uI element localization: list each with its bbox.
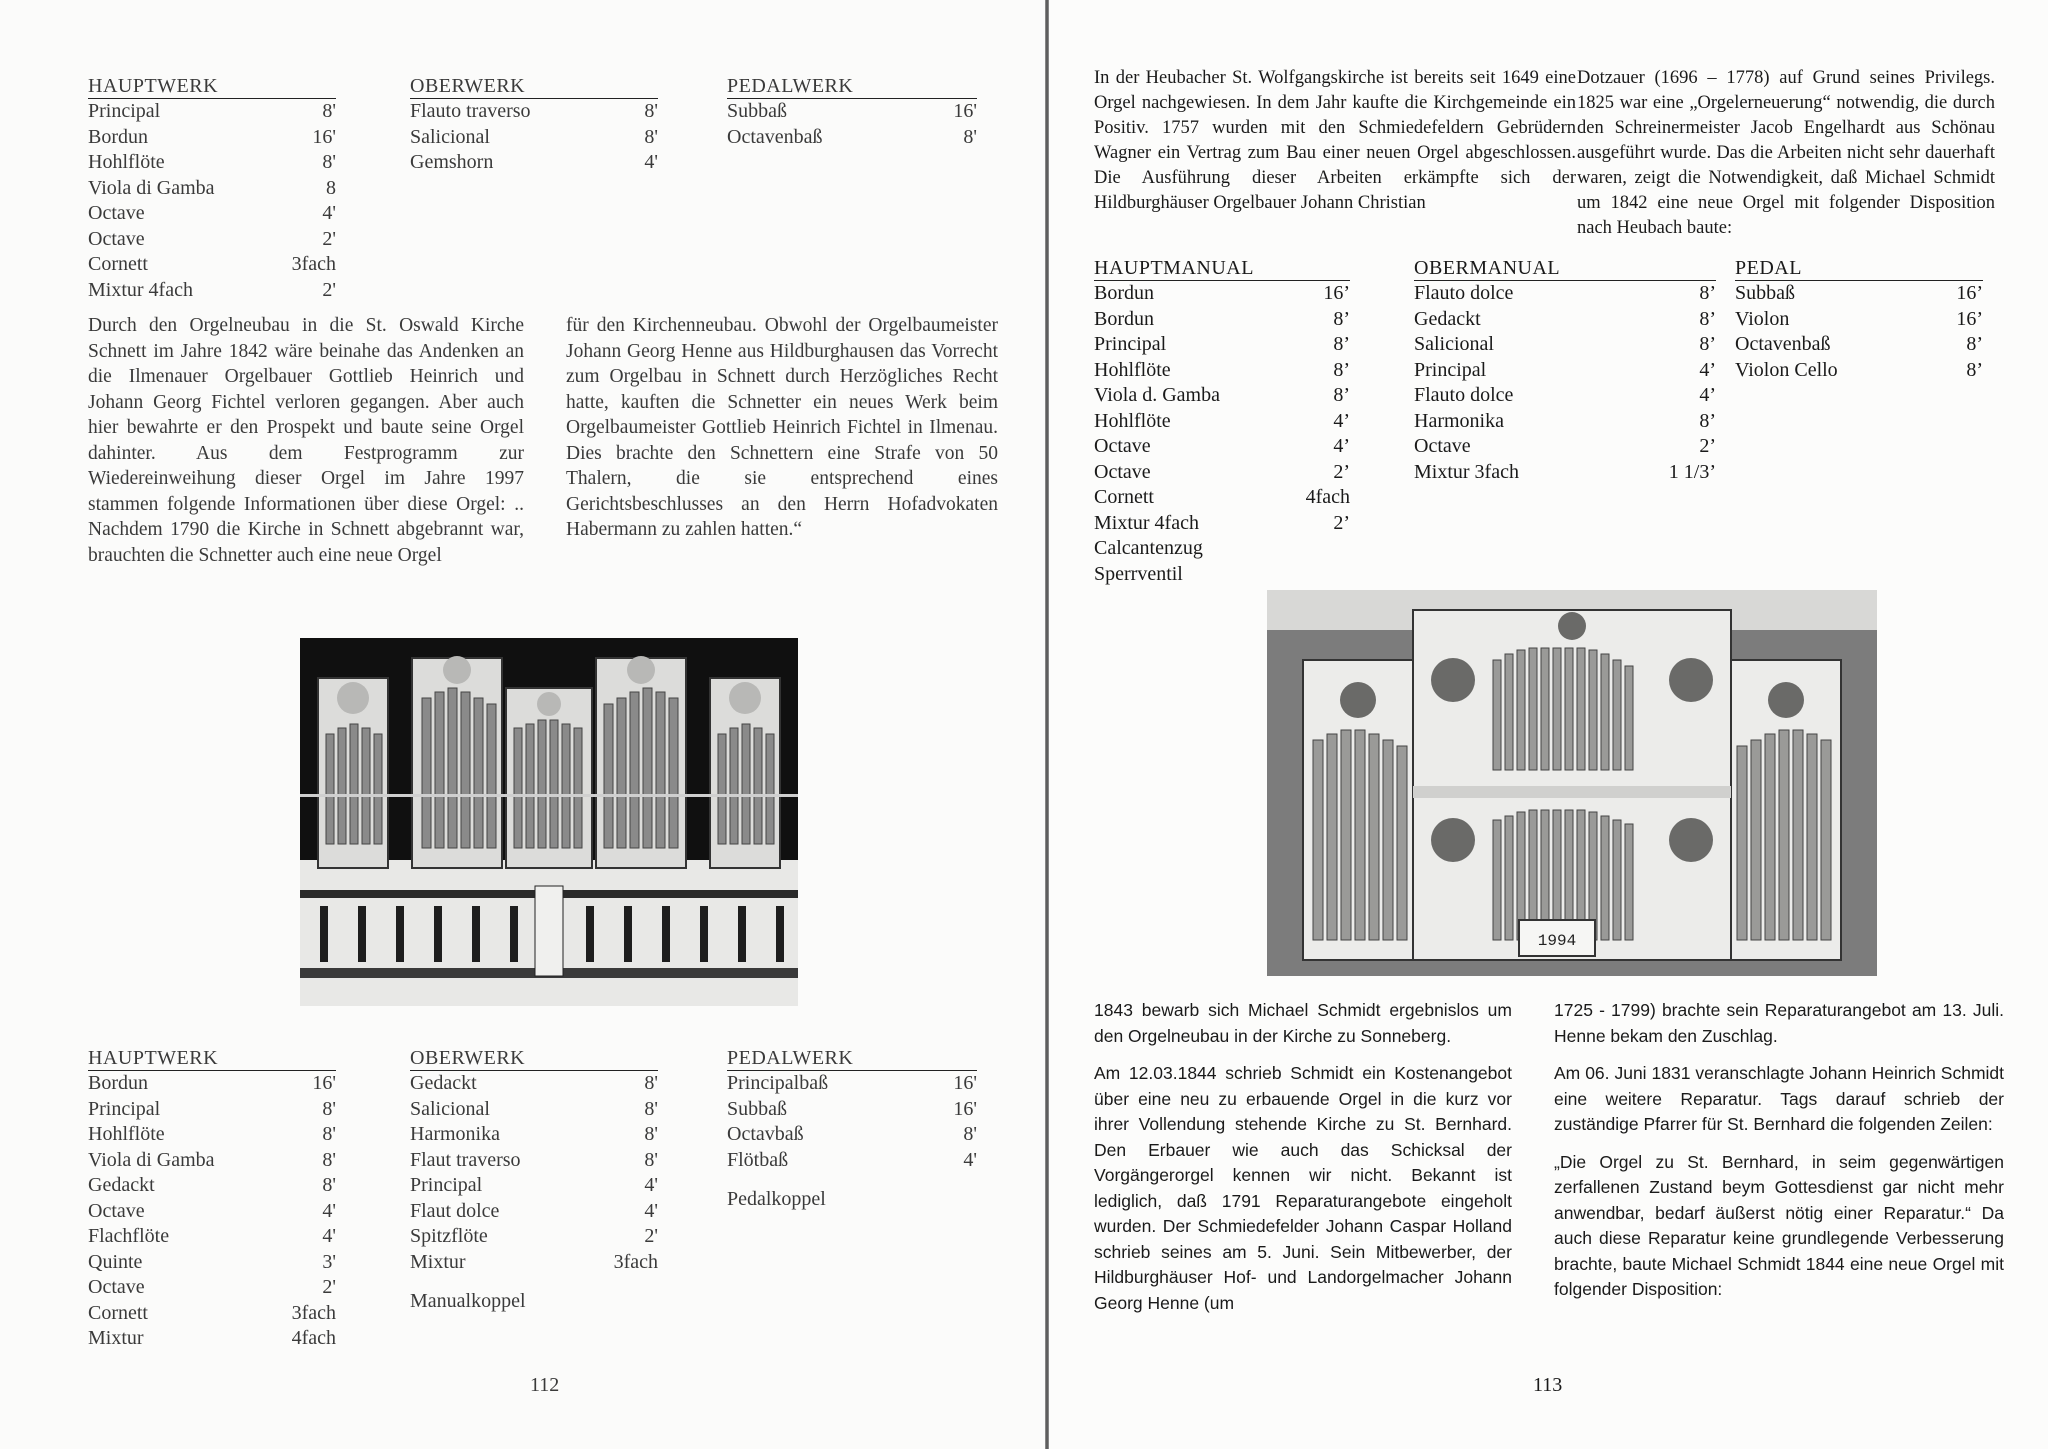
stop-pitch: 8' xyxy=(644,125,658,148)
stop-row xyxy=(1094,562,1350,588)
table-heading: OBERWERK xyxy=(410,1046,658,1071)
stop-name: Calcantenzug xyxy=(1094,537,1203,559)
stop-row xyxy=(410,1148,658,1174)
stop-row xyxy=(1094,460,1350,486)
stop-row xyxy=(88,227,336,253)
stop-name: Hohlflöte xyxy=(1094,409,1171,432)
text-column-2: für den Kirchenneubau. Obwohl der Orgelbaumeister Johann Georg Henne aus Hildburghausen das Vorrecht zum Orgelbau in Schnett durch Herzögliches Recht hatte, kauften die Schnetter ein neues Werk beim Orgelbaumeister Gottlieb Heinrich Fichtel in Ilmenau. Dies brachte den Schnettern eine Strafe von 50 Thalern, die sie entsprechend eines Gerichtsbeschlusses an den Herrn Hofadvokaten Habermann zu zahlen hatten.“ xyxy=(566,315,998,540)
stop-name: Octave xyxy=(88,1199,145,1222)
stop-name: Hohlflöte xyxy=(88,151,165,173)
stop-pitch: 8' xyxy=(322,1148,336,1171)
table1-hauptwerk xyxy=(88,74,336,303)
stop-name: Hohlflöte xyxy=(1094,358,1171,381)
stop-pitch: 2’ xyxy=(1333,460,1350,483)
stop-name: Mixtur 3fach xyxy=(1414,460,1519,483)
table-heading: PEDALWERK xyxy=(727,74,977,99)
table2-pedalwerk xyxy=(727,1046,977,1213)
stop-pitch: 2' xyxy=(322,278,336,301)
stop-name: Principal xyxy=(88,100,161,122)
stop-row xyxy=(88,201,336,227)
bottom-column-2: 1725 - 1799) brachte sein Reparaturangebot am 13. Juli. Henne bekam den Zuschlag. Am 06. Juni 1831 veranschlagte Johann Heinrich Schmidt eine weitere Reparatur. Tags darauf schrieb der zuständige Pfarrer für St. Bernhard die folgenden Zeilen: „Die Orgel zu St. Bernhard, in seim gegenwärtigen zerfallenen Zustand beym Gottesdienst gar nicht mehr anwendbar, bedarf äußerst nötig einer Reparatur.“ Da auch diese Reparatur keine grundlegende Verbesserung brachte, baute Michael Schmidt 1844 eine neue Orgel mit folgender Disposition: xyxy=(1554,1000,2004,1299)
stop-name: Subbaß xyxy=(1735,282,1795,304)
stop-pitch: 2’ xyxy=(1699,435,1716,457)
stop-row xyxy=(88,278,336,304)
stop-name: Flaut dolce xyxy=(410,1199,500,1222)
stop-pitch: 16’ xyxy=(1323,282,1350,304)
stop-name: Gemshorn xyxy=(410,151,494,173)
stop-name: Mixtur xyxy=(88,1327,144,1349)
page-number: 113 xyxy=(1533,1374,1563,1396)
stop-row xyxy=(1094,511,1350,537)
stop-name: Octavbaß xyxy=(727,1123,804,1145)
stop-row xyxy=(1735,358,1983,384)
stop-row xyxy=(1094,434,1350,460)
stop-row xyxy=(1094,485,1350,511)
stop-name: Salicional xyxy=(1414,333,1494,355)
stop-pitch: 8' xyxy=(644,100,658,122)
organ-photo-schnett xyxy=(300,638,798,1006)
table-heading: HAUPTWERK xyxy=(88,1046,336,1071)
stop-row xyxy=(1735,332,1983,358)
stop-row xyxy=(1414,460,1716,486)
stop-row xyxy=(1414,332,1716,358)
stop-name: Gedackt xyxy=(88,1174,155,1196)
stop-name: Octavenbaß xyxy=(727,125,823,148)
stop-pitch: 8' xyxy=(644,1097,658,1120)
stop-pitch: 8’ xyxy=(1333,358,1350,381)
stop-pitch: 4’ xyxy=(1333,409,1350,432)
stop-name: Cornett xyxy=(1094,486,1154,508)
stop-row xyxy=(88,1250,336,1276)
table2-hauptwerk xyxy=(88,1046,336,1352)
stop-name: Octave xyxy=(88,1276,145,1298)
organ-photo-heubach xyxy=(1267,590,1877,976)
stop-row xyxy=(88,1275,336,1301)
stop-name: Cornett xyxy=(88,1301,148,1324)
stop-row xyxy=(727,99,977,125)
stop-pitch: 16' xyxy=(953,1072,977,1094)
stop-pitch: 8' xyxy=(322,1174,336,1196)
stop-name: Octave xyxy=(88,202,145,224)
stop-pitch: 4fach xyxy=(291,1327,336,1349)
stop-name: Mixtur 4fach xyxy=(88,278,193,301)
stop-row xyxy=(1414,434,1716,460)
stop-row xyxy=(410,1097,658,1123)
page-number: 112 xyxy=(530,1374,560,1396)
stop-row xyxy=(1735,307,1983,333)
table-heading: HAUPTWERK xyxy=(88,74,336,99)
stop-pitch: 8' xyxy=(644,1123,658,1145)
stop-name: Harmonika xyxy=(1414,409,1504,432)
table1-pedalwerk xyxy=(727,74,977,150)
stop-pitch: 4' xyxy=(322,202,336,224)
stop-row xyxy=(1094,332,1350,358)
stop-name: Violon Cello xyxy=(1735,358,1838,381)
stop-name: Viola di Gamba xyxy=(88,176,215,199)
stop-row xyxy=(410,1173,658,1199)
stop-row xyxy=(88,1148,336,1174)
stop-pitch: 2' xyxy=(322,1276,336,1298)
stop-name: Bordun xyxy=(88,125,148,148)
stop-name: Octave xyxy=(1094,460,1151,483)
stop-name: Viola d. Gamba xyxy=(1094,384,1220,406)
stop-pitch: 3' xyxy=(322,1250,336,1273)
stop-row xyxy=(88,252,336,278)
stop-row xyxy=(88,1173,336,1199)
stop-pitch: 3fach xyxy=(291,253,336,275)
stop-pitch: 4' xyxy=(963,1148,977,1171)
stop-pitch: 8’ xyxy=(1966,333,1983,355)
stop-pitch: 8' xyxy=(322,100,336,122)
right-page xyxy=(1049,0,2048,1449)
stop-name: Mixtur xyxy=(410,1250,466,1273)
stop-pitch: 8' xyxy=(322,151,336,173)
organ-year-plaque: 1994 xyxy=(1537,932,1577,950)
stop-row xyxy=(727,125,977,151)
stop-name: Bordun xyxy=(1094,307,1154,330)
table-heading: PEDALWERK xyxy=(727,1046,977,1071)
stop-row xyxy=(1414,358,1716,384)
stop-name: Flauto dolce xyxy=(1414,282,1514,304)
stop-pitch: 16' xyxy=(953,100,977,122)
stop-name: Gedackt xyxy=(410,1072,477,1094)
coupler-label: Manualkoppel xyxy=(410,1290,526,1312)
stop-pitch: 4’ xyxy=(1699,384,1716,406)
stop-pitch: 16’ xyxy=(1956,282,1983,304)
stop-pitch: 8' xyxy=(963,1123,977,1145)
stop-pitch: 8' xyxy=(963,125,977,148)
stop-pitch: 8’ xyxy=(1699,333,1716,355)
stop-pitch: 4' xyxy=(322,1199,336,1222)
stop-name: Subbaß xyxy=(727,1097,787,1120)
stop-row xyxy=(410,1250,658,1276)
bottom-column-1: 1843 bewarb sich Michael Schmidt ergebnislos um den Orgelneubau in der Kirche zu Sonneberg. Am 12.03.1844 schrieb Schmidt ein Kostenangebot über eine neu zu erbauende Orgel in die kurz vor ihrer Vollendung stehende Kirche zu St. Bernhard. Den Erbauer wie auch das Schicksal der Vorgängerorgel kennen wir nicht. Bekannt ist lediglich, daß 1791 Reparaturangebote eingeholt wurden. Der Schmiedefelder Johann Caspar Holland schrieb seines am 5. Juni. Sein Mitbewerber, der Hildburghäuser Hof- und Landorgelmacher Johann Georg Henne (um xyxy=(1094,1000,1512,1313)
stop-name: Violon xyxy=(1735,307,1790,330)
stop-name: Octave xyxy=(1094,435,1151,457)
stop-row xyxy=(88,1326,336,1352)
coupler-label: Pedalkoppel xyxy=(727,1188,826,1210)
stop-name: Mixtur 4fach xyxy=(1094,511,1199,534)
stop-pitch: 8’ xyxy=(1699,409,1716,432)
stop-name: Principal xyxy=(410,1174,483,1196)
stop-row xyxy=(88,1097,336,1123)
table-hauptmanual xyxy=(1094,256,1350,587)
intro-column-2: Dotzauer (1696 – 1778) auf Grund seines Privilegs. 1825 war eine „Orgelerneuerung“ notwendig, die durch den Schreinermeister Jacob Engelhardt aus Schönau ausgeführt wurde. Das die Arbeiten nicht sehr dauerhaft waren, zeigt die Notwendigkeit, daß Michael Schmidt um 1842 eine neue Orgel mit folgender Disposition nach Heubach baute: xyxy=(1577,68,1995,238)
table-obermanual xyxy=(1414,256,1716,485)
stop-row xyxy=(1094,281,1350,307)
table2-oberwerk xyxy=(410,1046,658,1315)
stop-pitch: 4' xyxy=(644,1174,658,1196)
stop-pitch: 3fach xyxy=(291,1301,336,1324)
stop-pitch: 2' xyxy=(644,1225,658,1247)
stop-row xyxy=(727,1122,977,1148)
stop-row xyxy=(727,1148,977,1174)
stop-row xyxy=(88,1071,336,1097)
stop-name: Gedackt xyxy=(1414,307,1481,330)
stop-name: Principal xyxy=(1414,358,1487,381)
stop-name: Hohlflöte xyxy=(88,1123,165,1145)
stop-row xyxy=(1094,307,1350,333)
stop-name: Quinte xyxy=(88,1250,143,1273)
text-column-1: Durch den Orgelneubau in die St. Oswald Kirche Schnett im Jahre 1842 wäre beinahe das Andenken an die Ilmenauer Orgelbauer Gottlieb Heinrich und Johann Georg Fichtel verloren gegangen. Aber auch hier bewahrte er den Prospekt und baute seine Orgel dahinter. Aus dem Festprogramm zur Wiedereinweihung dieser Orgel im Jahre 1997 stammen folgende Informationen über diese Orgel: .. Nachdem 1790 die Kirche in Schnett abgebrannt war, brauchten die Schnetter auch eine neue Orgel xyxy=(88,315,524,566)
stop-name: Viola di Gamba xyxy=(88,1148,215,1171)
stop-name: Sperrventil xyxy=(1094,562,1183,585)
stop-pitch: 8’ xyxy=(1333,307,1350,330)
stop-pitch: 3fach xyxy=(613,1250,658,1273)
stop-row xyxy=(727,1097,977,1123)
table-heading: OBERWERK xyxy=(410,74,658,99)
stop-name: Flötbaß xyxy=(727,1148,789,1171)
table1-oberwerk xyxy=(410,74,658,176)
stop-pitch: 16' xyxy=(312,125,336,148)
stop-pitch: 2’ xyxy=(1333,511,1350,534)
stop-row xyxy=(88,176,336,202)
stop-name: Spitzflöte xyxy=(410,1225,488,1247)
stop-row xyxy=(410,150,658,176)
stop-row xyxy=(410,1071,658,1097)
stop-name: Salicional xyxy=(410,125,490,148)
stop-pitch: 8’ xyxy=(1966,358,1983,381)
stop-row xyxy=(88,1122,336,1148)
stop-pitch: 8’ xyxy=(1699,307,1716,330)
stop-row xyxy=(410,99,658,125)
stop-name: Flauto traverso xyxy=(410,100,531,122)
stop-name: Bordun xyxy=(1094,282,1154,304)
stop-pitch: 8’ xyxy=(1699,282,1716,304)
stop-row xyxy=(1414,281,1716,307)
stop-row xyxy=(410,1224,658,1250)
stop-row xyxy=(1094,358,1350,384)
stop-pitch: 2' xyxy=(322,227,336,250)
stop-row xyxy=(1094,536,1350,562)
stop-pitch: 8' xyxy=(644,1148,658,1171)
stop-name: Flachflöte xyxy=(88,1225,170,1247)
stop-row xyxy=(410,1122,658,1148)
stop-name: Cornett xyxy=(88,253,148,275)
table-heading: OBERMANUAL xyxy=(1414,256,1716,281)
stop-pitch: 4’ xyxy=(1333,435,1350,457)
intro-column-1: In der Heubacher St. Wolfgangskirche ist bereits seit 1649 eine Orgel nachgewiesen. In dem Jahr kaufte die Kirchgemeinde ein Positiv. 1757 wurden mit den Schmiedefeldern Gebrüdern Wagner ein Vertrag zum Bau einer neuen Orgel abgeschlossen. Die Ausführung dieser Arbeiten erkämpfte sich der Hildburghäuser Orgelbauer Johann Christian xyxy=(1094,68,1576,213)
stop-name: Flaut traverso xyxy=(410,1148,521,1171)
stop-row xyxy=(88,1301,336,1327)
stop-row xyxy=(1735,281,1983,307)
stop-name: Principal xyxy=(1094,333,1167,355)
stop-pitch: 16’ xyxy=(1956,307,1983,330)
stop-pitch: 1 1/3’ xyxy=(1668,460,1716,483)
stop-pitch: 4' xyxy=(644,151,658,173)
stop-row xyxy=(88,1199,336,1225)
table-heading: HAUPTMANUAL xyxy=(1094,256,1350,281)
stop-name: Principal xyxy=(88,1097,161,1120)
stop-pitch: 4’ xyxy=(1699,358,1716,381)
stop-name: Flauto dolce xyxy=(1414,384,1514,406)
stop-pitch: 8' xyxy=(644,1072,658,1094)
stop-name: Bordun xyxy=(88,1072,148,1094)
stop-pitch: 4' xyxy=(322,1225,336,1247)
stop-name: Octave xyxy=(1414,435,1471,457)
stop-pitch: 8 xyxy=(326,176,336,199)
stop-row xyxy=(88,150,336,176)
stop-name: Salicional xyxy=(410,1097,490,1120)
stop-pitch: 4fach xyxy=(1305,486,1350,508)
stop-row xyxy=(410,1199,658,1225)
stop-pitch: 4' xyxy=(644,1199,658,1222)
stop-row xyxy=(1094,409,1350,435)
stop-name: Harmonika xyxy=(410,1123,500,1145)
stop-name: Octave xyxy=(88,227,145,250)
stop-pitch: 8’ xyxy=(1333,333,1350,355)
stop-row xyxy=(1414,383,1716,409)
stop-name: Subbaß xyxy=(727,100,787,122)
stop-row xyxy=(1414,409,1716,435)
stop-pitch: 8' xyxy=(322,1097,336,1120)
stop-pitch: 16' xyxy=(953,1097,977,1120)
stop-pitch: 16' xyxy=(312,1072,336,1094)
stop-name: Principalbaß xyxy=(727,1072,829,1094)
stop-row xyxy=(88,1224,336,1250)
stop-row xyxy=(1094,383,1350,409)
stop-row xyxy=(88,99,336,125)
table-pedal xyxy=(1735,256,1983,383)
stop-name: Octavenbaß xyxy=(1735,333,1831,355)
stop-row xyxy=(88,125,336,151)
stop-pitch: 8’ xyxy=(1333,384,1350,406)
table-heading: PEDAL xyxy=(1735,256,1983,281)
stop-pitch: 8' xyxy=(322,1123,336,1145)
stop-row xyxy=(410,125,658,151)
stop-row xyxy=(727,1071,977,1097)
stop-row xyxy=(1414,307,1716,333)
